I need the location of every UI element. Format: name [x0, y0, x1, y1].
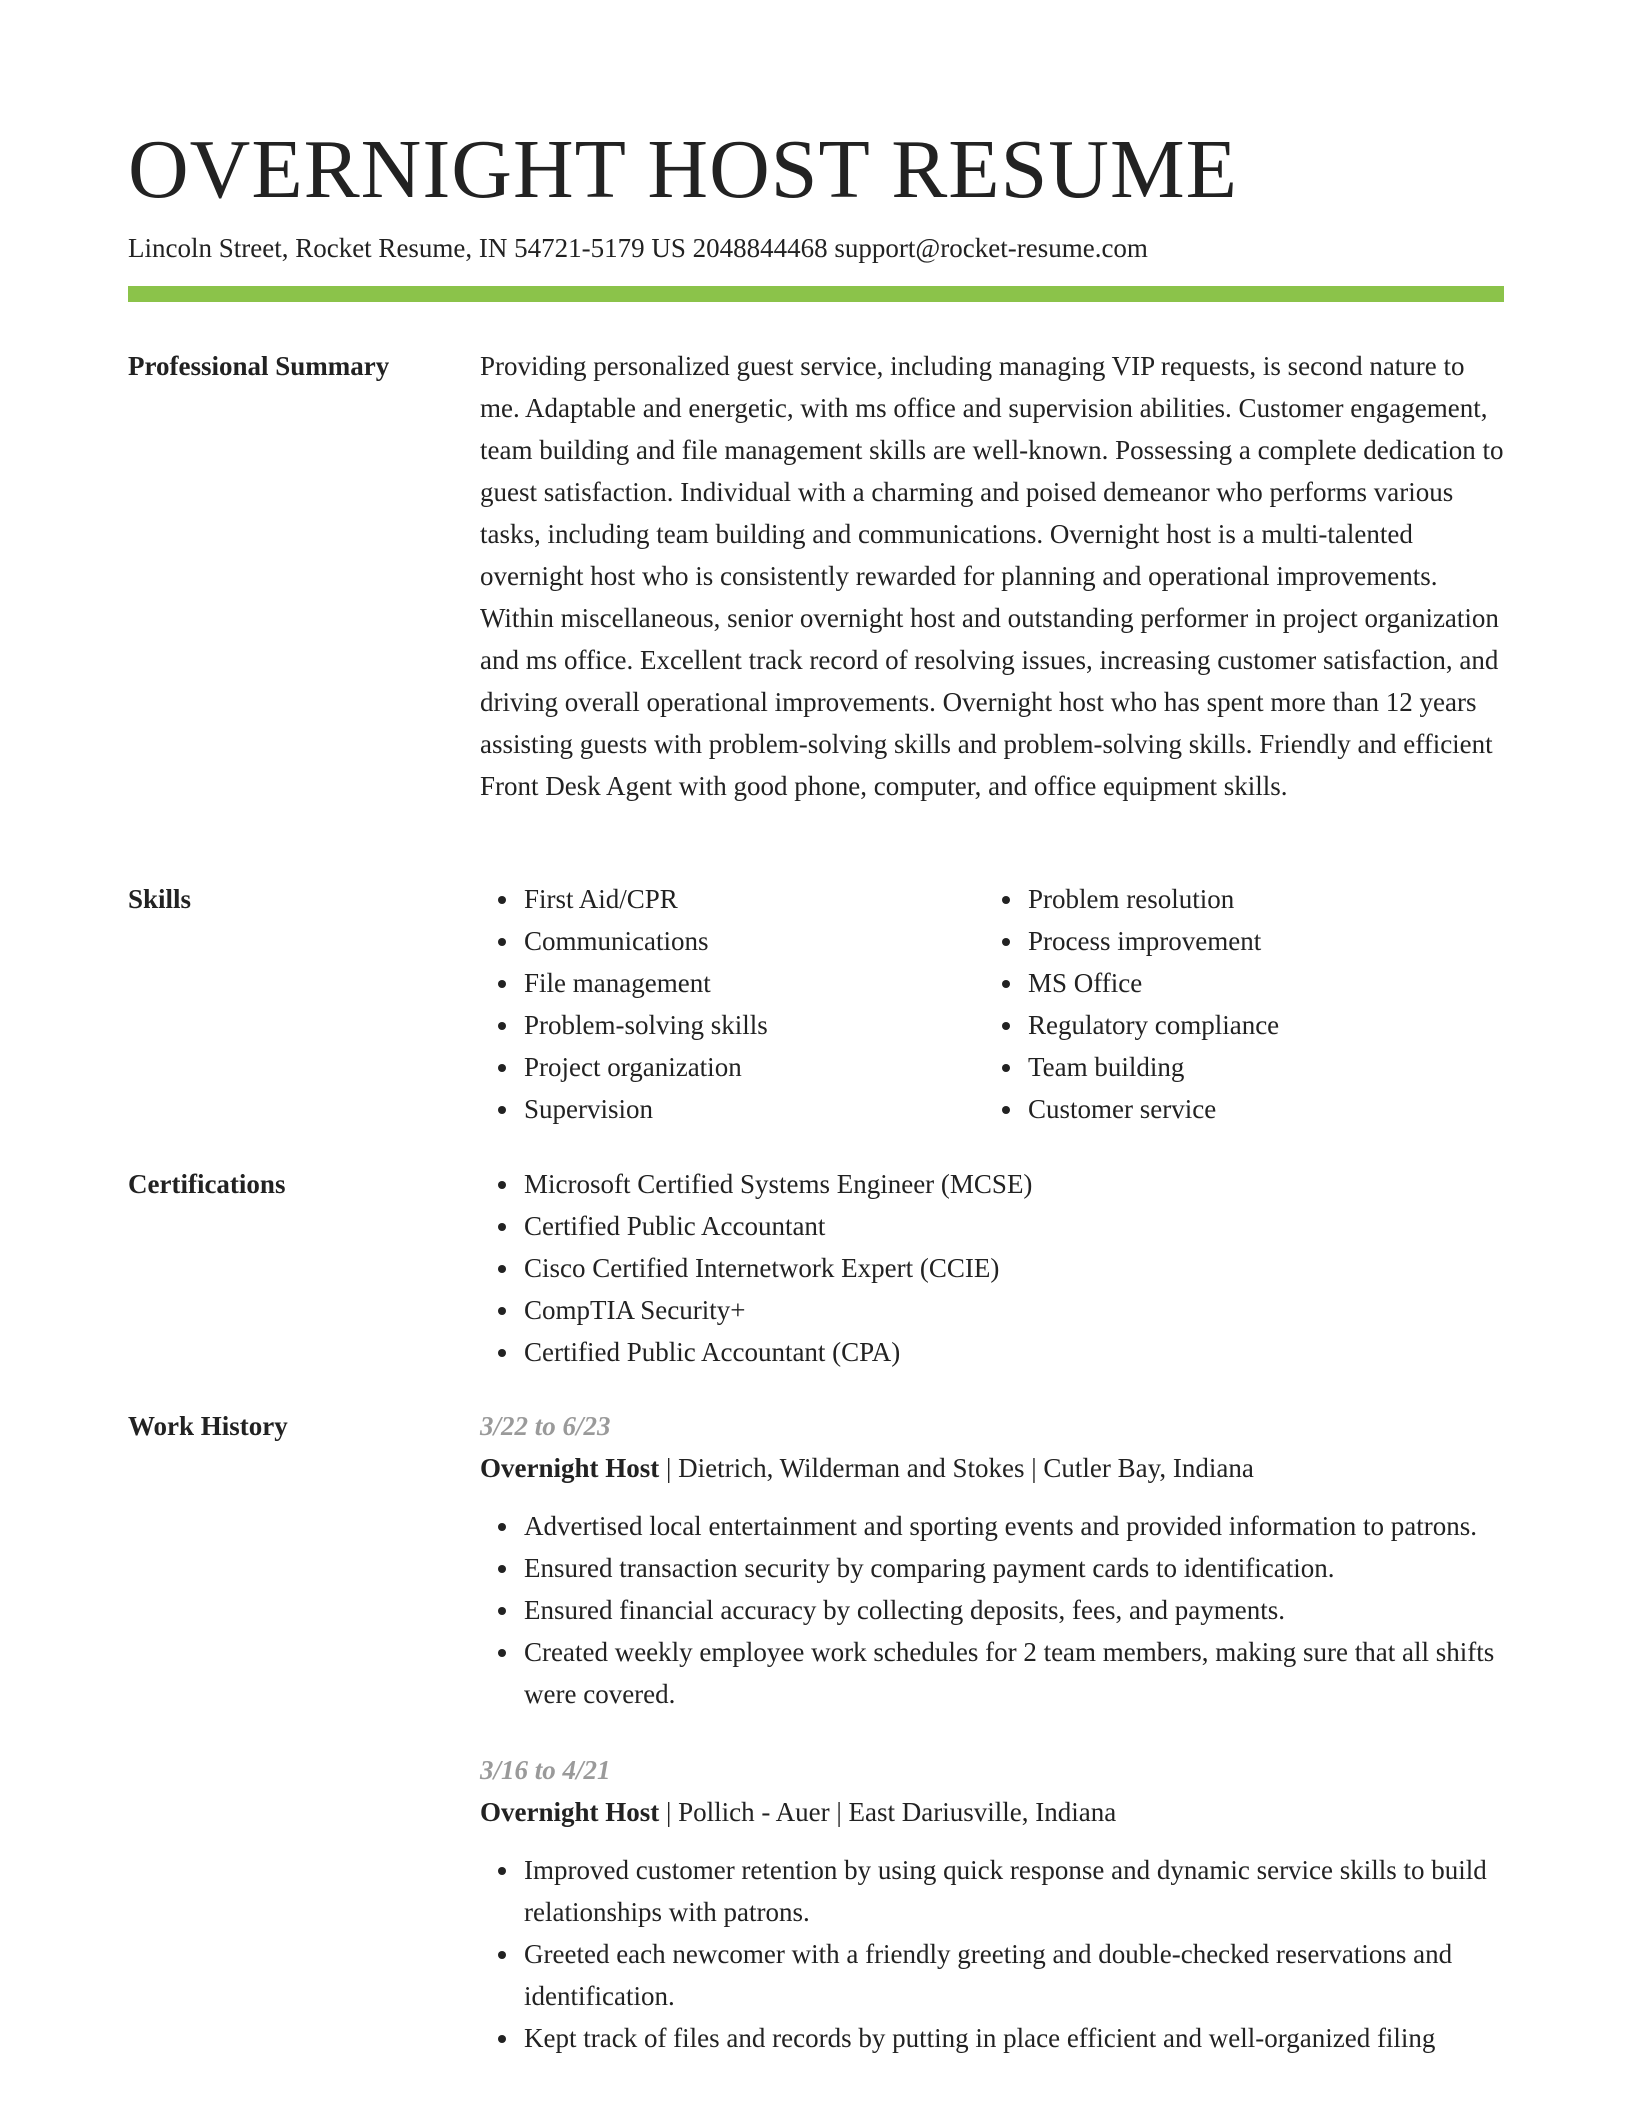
- certifications-body: [480, 1163, 1504, 1373]
- skill-item: First Aid/CPR: [524, 878, 984, 920]
- accent-divider: [128, 286, 1504, 302]
- job-header: [480, 1791, 1504, 1833]
- skill-item: File management: [524, 962, 984, 1004]
- skills-columns: [480, 878, 1504, 1130]
- skill-item: Supervision: [524, 1088, 984, 1130]
- job-location: Cutler Bay, Indiana: [1043, 1453, 1254, 1483]
- work-history-heading: Work History: [128, 1411, 288, 1441]
- job-duty: Ensured financial accuracy by collecting deposits, fees, and payments.: [524, 1589, 1504, 1631]
- job-entry: [480, 1405, 1504, 1715]
- summary-heading: Professional Summary: [128, 351, 390, 381]
- skills-column-left: [480, 878, 984, 1130]
- skills-heading: Skills: [128, 884, 192, 914]
- skills-list-right: [984, 878, 1488, 1130]
- summary-text: Providing personalized guest service, including managing VIP requests, is second nature to me. Adaptable and energetic, with ms office and supervision abilities. Customer engagement, team building and file management skills are well-known. Possessing a complete dedication to guest satisfaction. Individual with a charming and poised demeanor who performs various tasks, including team building and communications. Overnight host is a multi-talented overnight host who is consistently rewarded for planning and operational improvements. Within miscellaneous, senior overnight host and outstanding performer in project organization and ms office. Excellent track record of resolving issues, increasing customer satisfaction, and driving overall operational improvements. Overnight host who has spent more than 12 years assisting guests with problem-solving skills and problem-solving skills. Friendly and efficient Front Desk Agent with good phone, computer, and office equipment skills.: [480, 351, 1504, 801]
- job-title: Overnight Host: [480, 1797, 660, 1827]
- skill-item: Team building: [1028, 1046, 1488, 1088]
- job-location: East Dariusville, Indiana: [848, 1797, 1117, 1827]
- job-duty: Ensured transaction security by comparing payment cards to identification.: [524, 1547, 1504, 1589]
- skill-item: Communications: [524, 920, 984, 962]
- job-duty: Kept track of files and records by putting in place efficient and well-organized filing: [524, 2017, 1504, 2059]
- job-duty: Improved customer retention by using quick response and dynamic service skills to build relationships with patrons.: [524, 1849, 1504, 1933]
- job-duty: Advertised local entertainment and sporting events and provided information to patrons.: [524, 1505, 1504, 1547]
- job-header: [480, 1447, 1504, 1489]
- work-history-body: [480, 1405, 1504, 2093]
- certifications-list: [480, 1163, 1504, 1373]
- job-company: Pollich - Auer: [678, 1797, 830, 1827]
- certification-item: Certified Public Accountant (CPA): [524, 1331, 1504, 1373]
- job-duties-list: [480, 1505, 1504, 1715]
- separator: |: [659, 1453, 679, 1483]
- certification-item: Microsoft Certified Systems Engineer (MCSE): [524, 1163, 1504, 1205]
- job-entry: [480, 1749, 1504, 2059]
- certification-item: Certified Public Accountant: [524, 1205, 1504, 1247]
- skill-item: Problem-solving skills: [524, 1004, 984, 1046]
- job-title: Overnight Host: [480, 1453, 660, 1483]
- separator: |: [659, 1797, 679, 1827]
- job-company: Dietrich, Wilderman and Stokes: [678, 1453, 1025, 1483]
- skill-item: MS Office: [1028, 962, 1488, 1004]
- separator: |: [829, 1797, 849, 1827]
- resume-title: OVERNIGHT HOST RESUME: [128, 123, 1238, 216]
- skill-item: Project organization: [524, 1046, 984, 1088]
- skills-body: [480, 878, 1504, 1130]
- job-duty: Created weekly employee work schedules for 2 team members, making sure that all shifts were covered.: [524, 1631, 1504, 1715]
- skill-item: Problem resolution: [1028, 878, 1488, 920]
- certification-item: Cisco Certified Internetwork Expert (CCIE): [524, 1247, 1504, 1289]
- skills-list-left: [480, 878, 984, 1130]
- job-dates: 3/16 to 4/21: [480, 1755, 611, 1785]
- contact-line: Lincoln Street, Rocket Resume, IN 54721-5179 US 2048844468 support@rocket-resume.com: [128, 233, 1148, 263]
- skills-column-right: [984, 878, 1488, 1130]
- certification-item: CompTIA Security+: [524, 1289, 1504, 1331]
- certifications-heading: Certifications: [128, 1169, 286, 1199]
- summary-body: [480, 345, 1504, 807]
- skill-item: Customer service: [1028, 1088, 1488, 1130]
- job-dates: 3/22 to 6/23: [480, 1411, 611, 1441]
- skill-item: Regulatory compliance: [1028, 1004, 1488, 1046]
- job-duties-list: [480, 1849, 1504, 2059]
- skill-item: Process improvement: [1028, 920, 1488, 962]
- separator: |: [1024, 1453, 1044, 1483]
- job-duty: Greeted each newcomer with a friendly greeting and double-checked reservations and identification.: [524, 1933, 1504, 2017]
